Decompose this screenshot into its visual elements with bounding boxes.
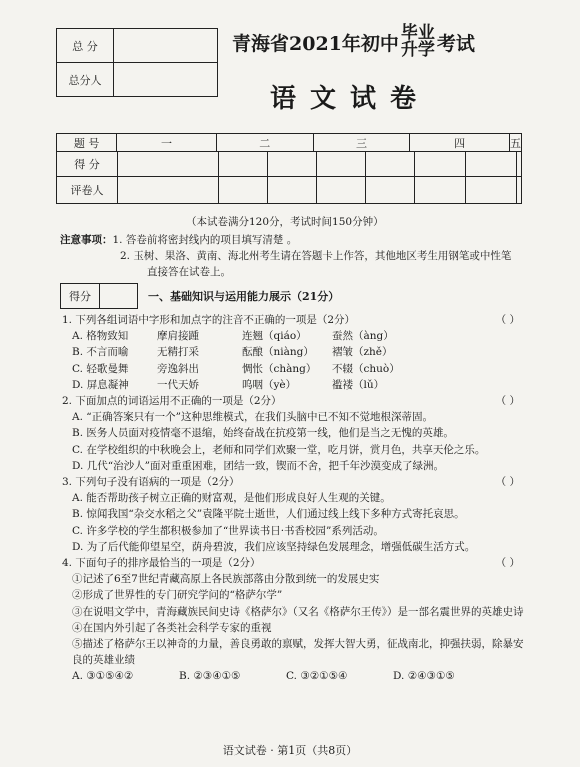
answer-paren[interactable]: （ ） — [495, 557, 520, 570]
note-2-line2: 直接答在试卷上。 — [147, 266, 231, 278]
score-cell[interactable] — [366, 152, 415, 176]
scorer-label: 总分人 — [57, 63, 114, 96]
section-title: 一、基础知识与运用能力展示（21分） — [148, 290, 340, 303]
grading-table — [56, 133, 522, 204]
title-stack-top: 毕业 — [400, 23, 435, 43]
score-cell[interactable] — [517, 152, 521, 176]
note-2-line1: 2. 玉树、果洛、黄南、海北州考生请在答题卡上作答，其他地区考生用钢笔或中性笔 — [120, 250, 512, 262]
q3-option-c: C. 许多学校的学生都积极参加了“世界读书日·书香校园”系列活动。 — [72, 524, 384, 537]
q4-sentence-2: ②形成了世界性的专门研究学问的“格萨尔学” — [72, 589, 283, 602]
questions — [62, 312, 530, 685]
q4-answer-b[interactable]: B. ②③④①⑤ — [179, 670, 241, 683]
header-cell: 四 — [410, 134, 510, 151]
grading-header-row — [57, 134, 521, 152]
answer-paren[interactable]: （ ） — [495, 314, 520, 326]
exam-info: （本试卷满分120分，考试时间150分钟） — [186, 216, 384, 228]
q4-answer-d[interactable]: D. ②④③①⑤ — [393, 670, 455, 683]
q4-stem — [62, 555, 530, 571]
section-score-label: 得分 — [61, 284, 100, 308]
grader-cell[interactable] — [118, 177, 219, 203]
q4-stem-text: 4. 下面句子的排序最恰当的一项是（2分） — [62, 557, 261, 570]
title-stack — [401, 25, 435, 59]
grader-cell[interactable] — [268, 177, 317, 203]
q1-option-a — [62, 328, 530, 344]
q3-stem-text: 3. 下列句子没有语病的一项是（2分） — [62, 476, 240, 489]
q4-sentence-5: ⑤描述了格萨尔王以神奇的力量，善良勇敢的禀赋，发挥大智大勇，征战南北，抑强扶弱，除暴安良的英雄业绩 — [72, 638, 524, 667]
grader-cell[interactable] — [317, 177, 366, 203]
answer-paren[interactable]: （ ） — [495, 476, 520, 489]
word: 褴褛（lǔ） — [332, 378, 385, 391]
section-score-value[interactable] — [100, 284, 137, 308]
q4-answers — [62, 668, 530, 684]
q4-sentence-4: ④在国内外引起了各类社会科学专家的重视 — [72, 621, 272, 634]
total-score-label: 总 分 — [57, 29, 114, 62]
word: B. 不言而喻 — [72, 346, 129, 359]
q1-stem — [62, 312, 530, 328]
q3-stem — [62, 474, 530, 490]
row-label: 评卷人 — [57, 177, 118, 203]
subject-title: 语文试卷 — [270, 84, 431, 114]
q1-option-d — [62, 377, 530, 393]
q3-option-d: D. 为了后代能仰望星空，荫舟碧波，我们应该坚持绿色发展理念，增强低碳生活方式。 — [72, 540, 476, 553]
word: 一代天娇 — [157, 378, 199, 391]
page-footer: 语文试卷 · 第1页（共8页） — [222, 744, 358, 757]
q2-stem — [62, 393, 530, 409]
q2-option-c: C. 在学校组织的中秋晚会上，老师和同学们欢聚一堂，吃月饼，赏月色，共享天伦之乐。 — [72, 443, 486, 456]
score-cell[interactable] — [317, 152, 366, 176]
word: 无精打采 — [157, 346, 199, 359]
title-post: 考试 — [436, 32, 475, 55]
word: 呜咽（yè） — [242, 378, 297, 391]
q2-option-a: A. “正确答案只有一个”这种思维模式，在我们头脑中已不知不觉地根深蒂固。 — [72, 411, 433, 424]
grading-score-row — [57, 152, 521, 177]
grading-grader-row — [57, 177, 521, 203]
total-score-value[interactable] — [114, 29, 217, 62]
q1-stem-text: 1. 下列各组词语中字形和加点字的注音不正确的一项是（2分） — [62, 314, 356, 326]
word: 摩肩接踵 — [157, 330, 199, 343]
word: 旁逸斜出 — [157, 362, 199, 375]
q4-sentence-1: ①记述了6至7世纪青藏高原上各民族部落由分散到统一的发展史实 — [72, 573, 380, 586]
q3-option-a: A. 能否帮助孩子树立正确的财富观，是他们形成良好人生观的关键。 — [72, 492, 391, 505]
title-pre: 青海省2021年初中 — [232, 32, 399, 55]
answer-paren[interactable]: （ ） — [495, 395, 520, 408]
q4-answer-c[interactable]: C. ③②①⑤④ — [286, 670, 348, 683]
score-cell[interactable] — [415, 152, 466, 176]
q2-stem-text: 2. 下面加点的词语运用不正确的一项是（2分） — [62, 395, 282, 408]
q2-option-b: B. 医务人员面对疫情毫不退缩，始终奋战在抗疫第一线，他们是当之无愧的英雄。 — [72, 427, 454, 440]
grader-cell[interactable] — [517, 177, 521, 203]
score-cell[interactable] — [466, 152, 517, 176]
q1-option-c — [62, 361, 530, 377]
notes — [60, 232, 530, 280]
word: C. 轻歌曼舞 — [72, 362, 129, 375]
grader-cell[interactable] — [366, 177, 415, 203]
grader-cell[interactable] — [415, 177, 466, 203]
scorer-value[interactable] — [114, 63, 217, 96]
q2-option-d: D. 几代“治沙人”面对重重困难，团结一致，锲而不舍，把千年沙漠变成了绿洲。 — [72, 459, 444, 472]
q3-option-b: B. 惊闻我国“杂交水稻之父”袁隆平院士逝世，人们通过线上线下多种方式寄托哀思。 — [72, 508, 465, 521]
grader-cell[interactable] — [466, 177, 517, 203]
row-label: 得 分 — [57, 152, 118, 176]
q4-answer-a[interactable]: A. ③①⑤④② — [72, 670, 134, 683]
total-score-box — [56, 28, 218, 97]
word: 不辍（chuò） — [332, 362, 400, 375]
header-cell: 题 号 — [57, 134, 117, 151]
score-cell[interactable] — [118, 152, 219, 176]
word: 惆怅（chàng） — [242, 362, 317, 375]
note-1: 1. 答卷前将密封线内的项目填写清楚 。 — [112, 234, 298, 246]
word: 褶皱（zhě） — [332, 346, 393, 359]
header-cell: 三 — [314, 134, 411, 151]
word: 酝酿（niàng） — [242, 346, 314, 359]
header-cell: 五 — [509, 136, 521, 150]
header-cell: 二 — [217, 134, 314, 151]
score-cell[interactable] — [268, 152, 317, 176]
word: A. 格物致知 — [72, 330, 129, 343]
title-stack-bottom: 升学 — [400, 40, 435, 60]
grader-cell[interactable] — [219, 177, 268, 203]
section-score-box — [60, 283, 138, 309]
q4-sentence-3: ③在说唱文学中，青海藏族民间史诗《格萨尔》（又名《格萨尔王传》）是一部名震世界的英雄史诗 — [72, 605, 524, 618]
q1-option-b — [62, 344, 530, 360]
word: 蚕然（àng） — [332, 330, 394, 343]
notes-label: 注意事项： — [60, 234, 113, 246]
header-cell: 一 — [117, 134, 217, 151]
word: D. 屏息凝神 — [72, 378, 129, 391]
score-cell[interactable] — [219, 152, 268, 176]
exam-title — [232, 22, 475, 62]
word: 连翘（qiáo） — [242, 330, 307, 343]
